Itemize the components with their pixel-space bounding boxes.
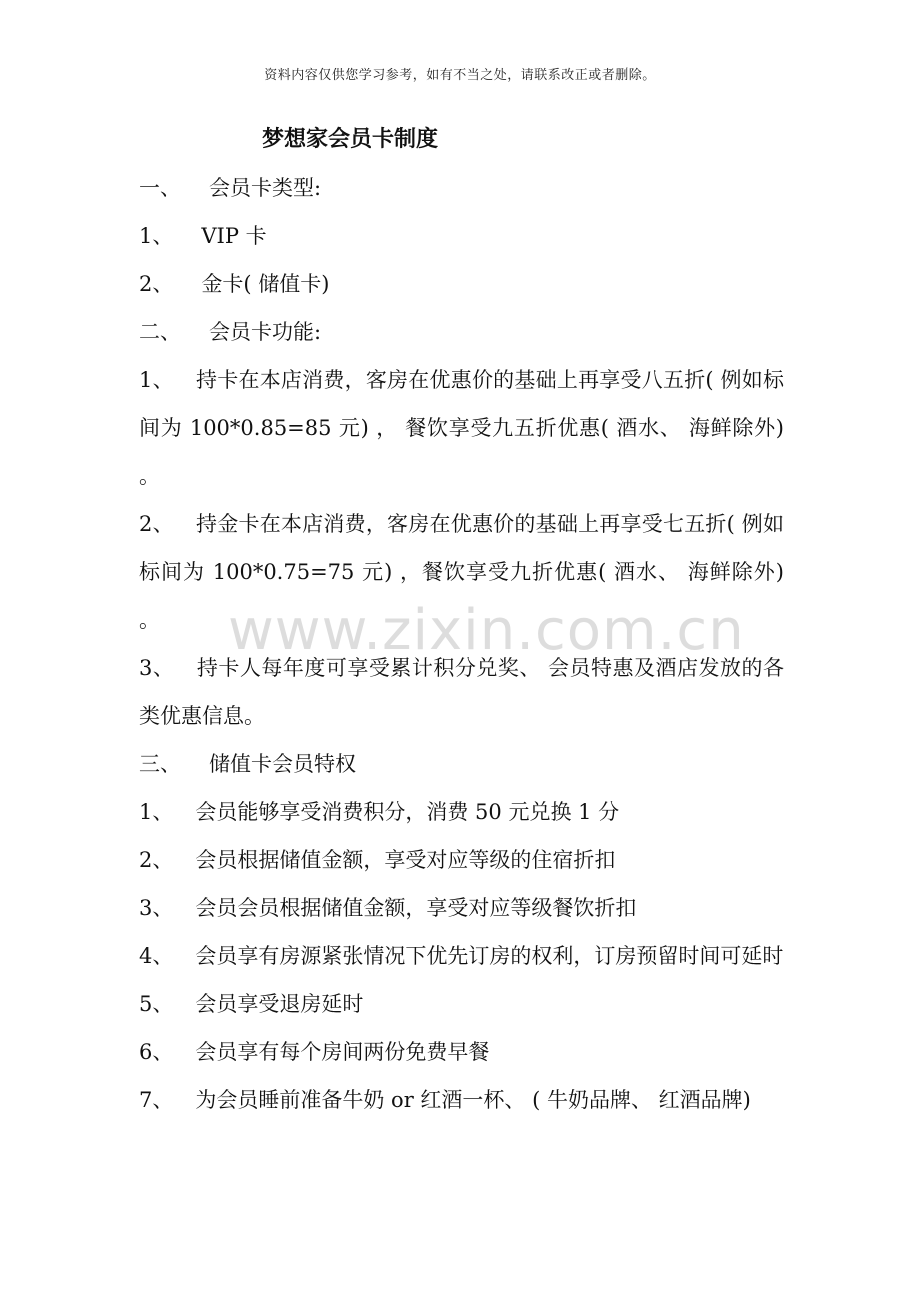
item-text: 会员会员根据储值金额，享受对应等级餐饮折扣 (195, 896, 637, 920)
list-item (139, 356, 784, 500)
list-item (139, 212, 784, 260)
item-number: 1、 (139, 224, 174, 248)
list-item (139, 980, 784, 1028)
item-text: 为会员睡前准备牛奶 or 红酒一杯、 ( 牛奶品牌、 红酒品牌) (195, 1088, 751, 1112)
list-item (139, 1028, 784, 1076)
section-heading-text: 会员卡类型: (209, 176, 322, 200)
item-text: 会员享有每个房间两份免费早餐 (195, 1040, 490, 1064)
section-heading-2 (139, 308, 784, 356)
section-heading-1 (139, 164, 784, 212)
item-text: 会员根据储值金额，享受对应等级的住宿折扣 (195, 848, 616, 872)
document-title: 梦想家会员卡制度 (262, 127, 439, 152)
item-text: 会员享受退房延时 (195, 992, 364, 1016)
item-number: 6、 (139, 1040, 174, 1064)
item-number: 2、 (139, 512, 174, 536)
header-note: 资料内容仅供您学习参考，如有不当之处，请联系改正或者删除。 (264, 68, 656, 83)
item-text: 金卡( 储值卡) (201, 272, 330, 296)
list-item (139, 260, 784, 308)
document-body (139, 164, 784, 1124)
section-number: 三、 (139, 752, 181, 776)
list-item (139, 644, 784, 740)
item-text: 持金卡在本店消费，客房在优惠价的基础上再享受七五折( 例如标间为 100*0.75=75 元) ，餐饮享受九折优惠( 酒水、 海鲜除外) 。 (139, 512, 784, 632)
item-number: 2、 (139, 848, 174, 872)
item-number: 3、 (139, 896, 174, 920)
item-number: 1、 (139, 800, 174, 824)
section-heading-text: 储值卡会员特权 (209, 752, 356, 776)
item-number: 1、 (139, 368, 174, 392)
watermark: www.zixin.com.cn (228, 598, 745, 663)
section-number: 一、 (139, 176, 181, 200)
item-text: 会员享有房源紧张情况下优先订房的权利，订房预留时间可延时 (195, 944, 784, 968)
item-number: 2、 (139, 272, 174, 296)
list-item (139, 836, 784, 884)
item-number: 3、 (139, 656, 175, 680)
item-text: 持卡人每年度可享受累计积分兑奖、 会员特惠及酒店发放的各类优惠信息。 (139, 656, 784, 728)
list-item (139, 1076, 784, 1124)
item-text: 会员能够享受消费积分，消费 50 元兑换 1 分 (195, 800, 620, 824)
item-text: 持卡在本店消费，客房在优惠价的基础上再享受八五折( 例如标间为 100*0.85=85 元) ， 餐饮享受九五折优惠( 酒水、 海鲜除外) 。 (139, 368, 784, 488)
section-heading-text: 会员卡功能: (209, 320, 322, 344)
list-item (139, 932, 784, 980)
section-heading-3 (139, 740, 784, 788)
item-text: VIP 卡 (201, 224, 267, 248)
item-number: 7、 (139, 1088, 174, 1112)
list-item (139, 788, 784, 836)
section-number: 二、 (139, 320, 181, 344)
item-number: 4、 (139, 944, 174, 968)
list-item (139, 500, 784, 644)
item-number: 5、 (139, 992, 174, 1016)
list-item (139, 884, 784, 932)
